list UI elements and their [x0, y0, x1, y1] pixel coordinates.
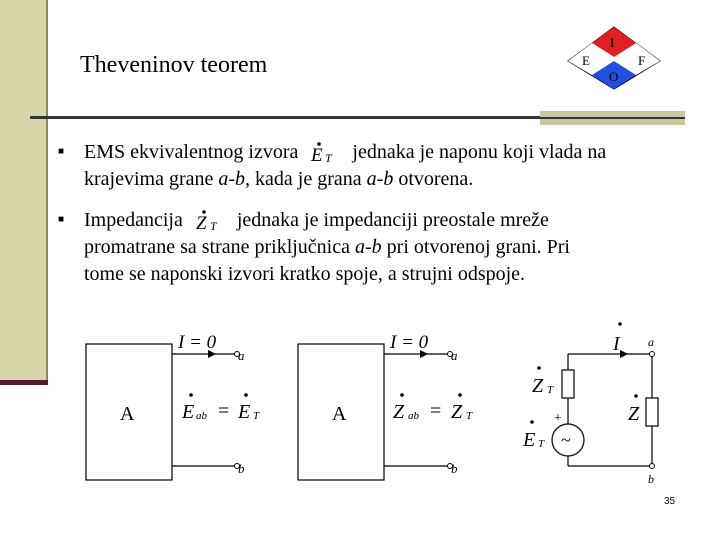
terminal-b-1: b	[238, 461, 245, 476]
bullet-marker-1: ■	[58, 146, 65, 157]
zt-resistor	[562, 370, 574, 398]
terminal-a-2: a	[451, 348, 458, 363]
et-symbol	[303, 141, 347, 163]
page-number: 35	[664, 496, 676, 507]
svg-text:T: T	[538, 438, 545, 450]
zt-symbol	[188, 209, 232, 231]
sidebar-bottom-edge	[0, 380, 48, 385]
svg-text:T: T	[253, 410, 260, 422]
z-load-resistor	[646, 398, 658, 426]
terminal-b-2: b	[451, 461, 458, 476]
svg-text:ab: ab	[408, 410, 419, 422]
title-rule	[30, 116, 540, 119]
slide-title: Theveninov teorem	[80, 52, 268, 78]
svg-text:T: T	[325, 151, 333, 163]
svg-text:T: T	[547, 384, 554, 396]
sidebar-decoration	[0, 0, 46, 384]
title-rule-right	[540, 117, 685, 119]
diagram-equivalent-impedance	[298, 332, 473, 480]
svg-text:ab: ab	[196, 410, 207, 422]
svg-text:E: E	[182, 401, 195, 423]
network-a-label: A	[120, 403, 135, 425]
source-symbol: ~	[561, 430, 571, 450]
svg-text:T: T	[466, 410, 473, 422]
logo-letter-i: I	[610, 35, 615, 50]
svg-text:E: E	[523, 429, 536, 451]
faculty-logo	[566, 25, 662, 91]
network-a-label-2: A	[332, 403, 347, 425]
svg-text:Z: Z	[451, 401, 463, 423]
bullet-text-2: Impedancija Z T jednaka je impedanciji preostale mreže promatrane sa strane priključnica a-b pri otvorenoj grani. Pri tome se naponski izvori kratko spoje, a strujni odspoje.	[84, 209, 570, 285]
svg-text:E: E	[238, 401, 251, 423]
bullet-text-1: EMS ekvivalentnog izvora E T jednaka je naponu koji vlada na krajevima grane a-b, kada je grana a-b otvorena.	[84, 141, 607, 190]
svg-text:Z: Z	[393, 401, 405, 423]
diagram-thevenin-equivalent	[522, 322, 658, 486]
bullet-marker-2: ■	[58, 214, 65, 225]
terminal-b-3: b	[648, 472, 654, 486]
svg-text:Z: Z	[628, 403, 640, 425]
svg-text:Z: Z	[195, 213, 207, 231]
svg-text:Z: Z	[532, 375, 544, 397]
circuit-current-label: I	[613, 333, 620, 355]
logo-letter-e: E	[582, 53, 590, 68]
terminal-a-1: a	[238, 348, 245, 363]
svg-text:=: =	[218, 400, 230, 422]
svg-text:T: T	[209, 219, 217, 231]
terminal-a-3: a	[648, 335, 654, 349]
thevenin-diagrams	[80, 318, 680, 488]
logo-letter-o: O	[609, 69, 619, 84]
current-zero-label: I = 0	[178, 332, 217, 353]
diagram-open-circuit-voltage	[86, 332, 260, 480]
svg-text:E: E	[311, 145, 324, 163]
current-zero-label-2: I = 0	[390, 332, 429, 353]
logo-letter-f: F	[638, 53, 646, 68]
svg-text:+: +	[554, 411, 562, 426]
sidebar-divider	[46, 0, 48, 384]
svg-text:=: =	[430, 400, 442, 422]
